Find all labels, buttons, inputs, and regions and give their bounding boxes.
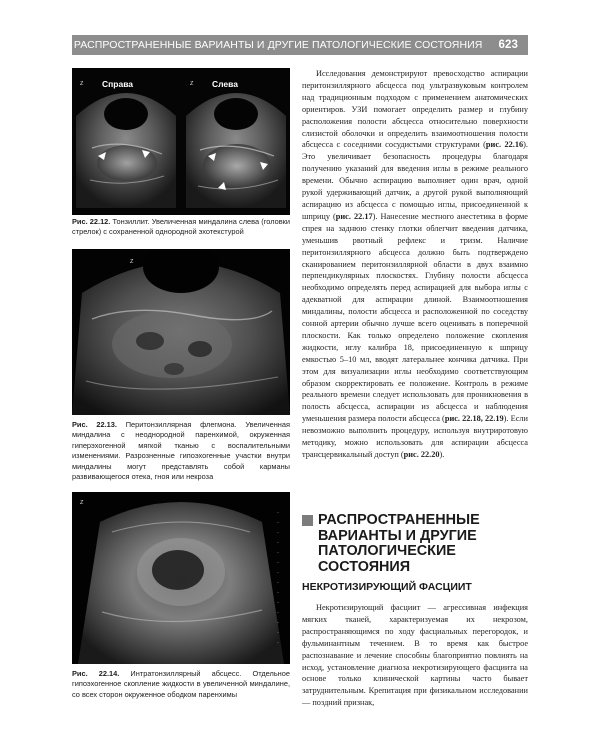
figure-reference: рис. 22.18, 22.19 [444,414,504,424]
caption-22-14 [72,669,290,700]
body-paragraph: Некротизирующий фасциит — агрессивная инфекция мягких тканей, характеризуемая их некрозом, распространяющимся по ходу фасциальных перегородок, и фульминантным течением. В то время как быстрое распознавание и лечение способны благоприятно повлиять на исход, установление диагноза некротизирующего фасциита на основе только клинической картины часто бывает затруднительным. Крепитация при физикальном исследовании — поздний признак, [302,603,528,708]
abscess-cavity [152,550,204,590]
figure-reference: рис. 22.16 [485,140,524,150]
label-right-side: Справа [102,79,134,89]
running-header [72,35,528,55]
left-probe-shadow [104,98,148,130]
figure-reference: рис. 22.20 [403,450,440,459]
caption-text: Перитонзиллярная флегмона. Увеличенная миндалина с неоднородной паренхимой, окруженная гиперэхогенной мягкой тканью с воспалительными изменениями. Разрозненные гипоэхогенные участки внутри миндалины могут представлять собой карманы развивающегося отека, гноя или некроза [72,420,290,482]
subsection-heading: НЕКРОТИЗИРУЮЩИЙ ФАСЦИИТ [302,581,472,593]
svg-text:Z: Z [130,259,134,265]
label-left-side: Слева [212,79,238,89]
svg-text:Z: Z [190,81,194,87]
ultrasound-image-22-12 [72,68,290,215]
caption-label: Рис. 22.14. [72,669,120,678]
ultrasound-fan [72,249,290,415]
caption-label: Рис. 22.12. [72,217,111,226]
ultrasound-fan [72,492,290,664]
running-header-title: РАСПРОСТРАНЕННЫЕ ВАРИАНТЫ И ДРУГИЕ ПАТОЛОГИЧЕСКИЕ СОСТОЯНИЯ [73,39,483,51]
svg-text:Z: Z [80,81,84,87]
ultrasound-image-22-13 [72,249,290,415]
body-text-column [302,68,528,461]
body-text-column-2 [302,602,528,709]
ultrasound-image-22-14 [72,492,290,664]
page-number: 623 [498,39,518,51]
figure-reference: рис. 22.17 [335,211,373,221]
body-paragraph: Исследования демонстрируют превосходство аспирации перитонзиллярного абсцесса под ультразвуковым контролем над традиционным подходом с применением анатомических ориентиров. УЗИ помогает определить размер и глубину расположения полости абсцесса относительно поверхности слизистой оболочки и определить взаимоотношения полости абсцесса с соседними сосудистыми структурами (рис. 22.16). Это увеличивает безопасность процедуры благодаря получению указаний для введения иглы в режиме реального времени. Обычно аспирацию выполняет один врач, одной рукой удерживающий датчик, а другой рукой выполняющий аспирацию из абсцесса с помощью иглы, присоединенной к шприцу (рис. 22.17). Нанесение местного анестетика в форме спрея на заднюю стенку глотки облегчит введения датчика, уменьшив рвотный рефлекс и тризм. Наличие перитонзиллярного абсцесса должно быть подтверждено сканированием перитонзиллярной области в двух взаимно перпендикулярных плоскостях. Глубину полости абсцесса необходимо определять перед аспирацией для выбора иглы с адекватной для аспирации длиной. Взаимоотношения миндалины, полости абсцесса и расположенной по соседству сонной артерии обычно лучше всего оценивать в поперечной плоскости. Как только определено положение скопления жидкости, иглу калибра 18, присоединенную к шприцу емкостью 5–10 мл, вводят латеральнее кончика датчика. При этом для визуализации иглы необходимо соответствующим образом скорректировать ее положение. Контроль в режиме реального времени следует использовать для проникновения в полость абсцесса, аспирации из абсцесса и наблюдения уменьшения размера полости абсцесса (рис. 22.18, 22.19). Если невозможно выполнить процедуру, используя внутриротовую методику, можно использовать для аспирации абсцесса трансцервикальный доступ (рис. 22.20). [302,69,528,459]
caption-text: Тонзиллит. Увеличенная миндалина слева (головки стрелок) с сохраненной однородной эхотекстурой [72,217,290,237]
ultrasound-pair [72,68,290,215]
svg-text:Z: Z [80,500,84,506]
caption-22-12 [72,217,290,238]
section-title: РАСПРОСТРАНЕННЫЕ ВАРИАНТЫ И ДРУГИЕ ПАТОЛОГИЧЕСКИЕ СОСТОЯНИЯ [318,512,480,575]
right-probe-shadow [214,98,258,130]
caption-text: Интратонзиллярный абсцесс. Отдельное гипоэхогенное скопление жидкости в увеличенной миндалине, со всех сторон окруженное ободком паренхимы [72,669,290,699]
section-marker-icon [302,515,313,526]
section-heading [302,513,528,575]
caption-label: Рис. 22.13. [72,420,117,429]
caption-22-13 [72,420,290,482]
